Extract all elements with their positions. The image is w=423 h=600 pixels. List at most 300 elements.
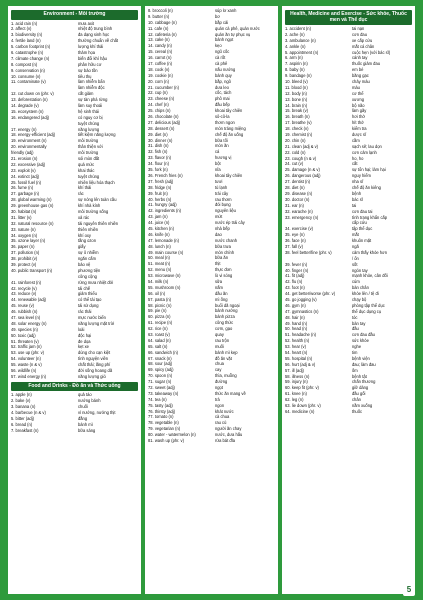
english-term: 43. jam (n) — [148, 214, 168, 220]
vietnamese-meaning: / ổn — [352, 255, 359, 261]
vietnamese-meaning: bắp, ngô — [215, 78, 231, 84]
english-term: 52. health (n) — [285, 338, 310, 344]
vietnamese-meaning: cơ thể — [352, 90, 364, 96]
english-term: 25. chips (n) — [148, 108, 171, 114]
vietnamese-meaning: cắt giảm — [78, 91, 94, 97]
vietnamese-meaning: công thức — [215, 320, 234, 326]
vietnamese-meaning: bệnh — [352, 190, 362, 196]
vocab-row — [11, 374, 138, 380]
vietnamese-meaning: mứt — [215, 214, 223, 220]
vietnamese-meaning: đe dọa — [78, 338, 91, 344]
english-term: 14. degrade (v) — [11, 102, 39, 108]
english-term: 30. doctor (n) — [285, 196, 310, 202]
vietnamese-meaning: bộ não — [352, 102, 365, 108]
vietnamese-meaning: làm nhiễm độc — [78, 85, 105, 91]
english-term: 19. chemist (n) — [285, 132, 313, 138]
english-term: 12. body (n) — [285, 90, 307, 96]
english-term: 7. breakfast (n) — [11, 427, 39, 433]
english-term: 31. litter (v) — [11, 214, 32, 220]
vietnamese-meaning: thuốc giảm đau — [352, 61, 380, 67]
english-term: 26. dangerous (adj) — [285, 173, 321, 179]
vietnamese-meaning: cảm thấy khỏe hơn — [352, 249, 387, 255]
vietnamese-meaning: lò vi sóng — [215, 273, 233, 279]
english-term: 37. pollution (n) — [11, 250, 40, 256]
english-term: 12. cafeteria (n) — [148, 31, 177, 37]
english-term: 4. fertile land (n) — [11, 38, 41, 44]
vietnamese-meaning: cà chua — [215, 414, 230, 420]
english-term: 17. coffee (n) — [148, 61, 173, 67]
english-term: 41. fit (adj) — [285, 273, 305, 279]
vietnamese-meaning: đầu bếp — [215, 102, 230, 108]
english-term: 40. finger (n) — [285, 267, 309, 273]
vietnamese-meaning: thuốc — [352, 408, 363, 414]
vietnamese-meaning: môi trường — [78, 150, 99, 156]
vietnamese-meaning: mì ống — [215, 296, 228, 302]
english-term: 5. bitter (adj) — [11, 415, 34, 421]
english-term: 13. cake (n) — [148, 37, 170, 43]
vietnamese-meaning: thân thiện với — [78, 144, 103, 150]
english-term: 50. head (n) — [285, 326, 308, 332]
english-term: 11. blood (n) — [285, 84, 308, 90]
english-term: 31. dish (n) — [148, 143, 169, 149]
vietnamese-meaning: quả táo — [78, 392, 92, 398]
vietnamese-meaning: sự tàn phá rừng — [78, 97, 108, 103]
vietnamese-meaning: có nguy cơ bị — [78, 114, 103, 120]
vietnamese-meaning: kiểm tra — [352, 126, 367, 132]
vietnamese-meaning: thường chuẩn về chất — [78, 38, 119, 44]
english-term: 7. aspirin (n) — [285, 61, 308, 67]
vietnamese-meaning: chuối — [78, 404, 88, 410]
english-term: 75. tasty (adj) — [148, 402, 173, 408]
english-term: 37. fall (v) — [285, 243, 303, 249]
english-term: 11. cafe (n) — [148, 25, 169, 31]
english-term: 1. accident (n) — [285, 26, 311, 31]
english-term: 33. flavor (n) — [148, 155, 171, 161]
english-term: 30. dinner (n) — [148, 137, 173, 143]
vietnamese-meaning: nguy hiểm — [352, 173, 371, 179]
english-term: 15. ecosystem (n) — [11, 108, 44, 114]
vocab-row — [11, 428, 138, 434]
english-term: 6. bread (n) — [11, 421, 33, 427]
column-3 — [282, 6, 415, 594]
english-term: 9. conservation (n) — [11, 67, 45, 73]
vietnamese-meaning: môi trường — [78, 138, 99, 144]
vietnamese-meaning: chế độ ăn kiêng — [352, 185, 381, 191]
vietnamese-meaning: mực nước biển — [78, 315, 106, 321]
vietnamese-meaning: trà — [215, 396, 220, 402]
english-term: 2. bake (v) — [11, 398, 31, 404]
english-term: 43. reduce (v) — [11, 291, 37, 297]
vietnamese-meaning: nguyên liệu — [215, 208, 236, 214]
english-term: 63. roast (v) — [148, 331, 170, 337]
vietnamese-meaning: tai nạn — [352, 26, 365, 31]
english-term: 20. corn (n) — [148, 78, 169, 84]
english-term: 15. break (v) — [285, 108, 308, 114]
english-term: 37. fresh (adj) — [148, 178, 174, 184]
english-term: 70. spoon (n) — [148, 373, 173, 379]
vietnamese-meaning: tuyệt chủng — [78, 120, 100, 126]
vietnamese-meaning: nhiên liệu hóa thạch — [78, 179, 115, 185]
english-term: 29. greenhouse gas (n) — [11, 203, 54, 209]
english-term: 18. cook (v) — [148, 66, 170, 72]
vietnamese-meaning: bơ — [215, 13, 220, 19]
vietnamese-meaning: dầu ăn — [215, 290, 228, 296]
vietnamese-meaning: lượng khí thải — [78, 44, 104, 50]
english-term: 48. lunch (n) — [148, 243, 171, 249]
english-term: 45. reuse (v) — [11, 303, 34, 309]
vietnamese-meaning: ngũ cốc — [215, 49, 230, 55]
vietnamese-meaning: cuộc hẹn (với bác sĩ) — [352, 49, 391, 55]
english-term: 27. garbage (n) — [11, 191, 39, 197]
vietnamese-meaning: người ăn chay — [215, 426, 242, 432]
vietnamese-meaning: thể dục dụng cụ — [352, 308, 382, 314]
english-term: 25. damage (n & v) — [285, 167, 320, 173]
english-term: 35. eye (n) — [285, 232, 305, 238]
vietnamese-meaning: môi trường sống — [78, 209, 109, 214]
vietnamese-meaning: cấp cứu — [352, 220, 367, 226]
english-term: 46. rubbish (n) — [11, 309, 38, 315]
column-2 — [145, 6, 278, 594]
english-term: 64. salad (n) — [148, 337, 171, 343]
english-term: 55. waste (n & v) — [11, 362, 42, 368]
english-term: 24. extinct (adj) — [11, 173, 39, 179]
english-term: 40. public transport (n) — [11, 267, 52, 273]
english-term: 3. banana (n) — [11, 404, 36, 410]
english-term: 36. French fries (n) — [148, 172, 183, 178]
column-1 — [8, 6, 141, 594]
english-term: 64. medicine (n) — [285, 408, 315, 414]
vietnamese-meaning: bánh mì kẹp — [215, 349, 238, 355]
vietnamese-meaning: bánh quy — [215, 72, 232, 78]
vietnamese-meaning: khí thải — [78, 185, 92, 191]
vietnamese-meaning: phòng tập thể dục — [352, 302, 385, 308]
vietnamese-meaning: nấu nướng — [215, 66, 236, 72]
vietnamese-meaning: thìa, muỗng — [215, 373, 237, 379]
vietnamese-meaning: sói mòn đất — [78, 155, 100, 161]
english-term: 50. toxic (adj) — [11, 332, 36, 338]
english-term: 53. microwave (n) — [148, 273, 181, 279]
english-term: 13. deforestation (n) — [11, 97, 48, 103]
vietnamese-meaning: tiết kiệm năng lượng — [78, 132, 116, 138]
english-term: 52. menu (n) — [148, 267, 172, 273]
english-term: 3. biodiversity (n) — [11, 32, 43, 38]
vietnamese-meaning: rau thơm — [215, 196, 232, 202]
vietnamese-meaning: bàn chân — [352, 285, 369, 291]
english-term: 50. meal (n) — [148, 255, 170, 261]
english-term: 41. rainforest (n) — [11, 279, 42, 285]
vietnamese-meaning: cơn đau — [352, 31, 367, 37]
english-term: 59. pie (n) — [148, 308, 167, 314]
vietnamese-meaning: cà phê — [215, 61, 228, 67]
english-term: 25. fossil fuel (n) — [11, 179, 42, 185]
vietnamese-meaning: rau củ — [215, 420, 227, 426]
english-term: 8. baby (n) — [285, 67, 305, 73]
english-term: 23. cheese (n) — [148, 96, 175, 102]
vietnamese-meaning: tiêu thụ — [78, 73, 92, 79]
vietnamese-meaning: làm nhiễm bẩn — [78, 79, 105, 85]
vietnamese-meaning: tuyệt chủng — [78, 173, 100, 179]
english-term: 14. brain (n) — [285, 102, 308, 108]
english-term: 58. picnic (n) — [148, 302, 172, 308]
english-term: 18. energy-efficient (adj) — [11, 132, 56, 138]
vietnamese-meaning: rửa bát đĩa — [215, 438, 236, 444]
vietnamese-meaning: bệnh viện — [352, 355, 370, 361]
vietnamese-meaning: tai — [352, 202, 357, 208]
vietnamese-meaning: đầu — [352, 326, 359, 332]
vietnamese-meaning: cơn cảm lạnh — [352, 149, 377, 155]
vietnamese-meaning: phương tiện — [78, 267, 101, 273]
vietnamese-meaning: bánh pizza — [215, 314, 235, 320]
english-term: 39. fruit (n) — [148, 190, 168, 196]
food-word-list-continued — [148, 8, 275, 444]
english-term: 8. broccoli (n) — [148, 8, 173, 13]
english-term: 28. global warming (n) — [11, 197, 52, 203]
vietnamese-meaning: bánh nướng — [215, 308, 238, 314]
english-term: 2. ache (n) — [285, 31, 305, 37]
vietnamese-meaning: thực đơn — [215, 267, 232, 273]
vietnamese-meaning: bữa tối — [215, 137, 228, 143]
english-term: 81. wash up (phr. v) — [148, 438, 184, 444]
english-term: 17. breathe (v) — [285, 120, 312, 126]
vietnamese-meaning: tầng ozon — [78, 238, 96, 244]
vietnamese-meaning: cà rốt — [215, 55, 226, 61]
english-term: 54. volunteer (n) — [11, 356, 41, 362]
english-term: 23. cough (n & v) — [285, 155, 317, 161]
english-term: 44. get better/worse (phr. v) — [285, 291, 336, 297]
english-term: 34. oxygen (n) — [11, 232, 38, 238]
vietnamese-meaning: tóc — [352, 314, 358, 320]
english-term: 76. thirsty (adj) — [148, 408, 176, 414]
english-term: 59. injury (n) — [285, 379, 308, 385]
vietnamese-meaning: độc hại — [78, 332, 92, 338]
english-term: 46. gym (n) — [285, 302, 306, 308]
vietnamese-meaning: bàn tay — [352, 320, 366, 326]
english-term: 77. tomato (n) — [148, 414, 174, 420]
vietnamese-meaning: giảm thiểu — [78, 291, 97, 297]
vietnamese-meaning: đắng — [78, 415, 88, 421]
vietnamese-meaning: nước ép trái cây — [215, 220, 245, 226]
vietnamese-meaning: cơm, gạo — [215, 326, 233, 332]
vietnamese-meaning: đường — [215, 379, 228, 385]
vietnamese-meaning: khỏe lên / tệ đi — [352, 291, 379, 297]
english-term: 5. appointment (n) — [285, 49, 319, 55]
english-term: 15. cereal (n) — [148, 49, 173, 55]
vietnamese-meaning: công cộng — [78, 273, 97, 279]
english-term: 40. herbs (n) — [148, 196, 172, 202]
vietnamese-meaning: tim — [352, 349, 358, 355]
vietnamese-meaning: băng gạc — [352, 73, 369, 79]
vietnamese-meaning: chấn thương — [352, 379, 376, 385]
english-term: 32. earache (n) — [285, 208, 313, 214]
english-term: 24. cut (v) — [285, 161, 304, 167]
english-term: 62. rice (n) — [148, 326, 168, 332]
vietnamese-meaning: bảo vệ — [78, 262, 91, 268]
vietnamese-meaning: ho, ho — [352, 155, 364, 161]
vietnamese-meaning: mạnh khỏe, cân đối — [352, 273, 388, 279]
vietnamese-meaning: thiên nhiên — [78, 226, 99, 232]
vietnamese-meaning: dưa leo — [215, 84, 229, 90]
english-term: 2. affect (v) — [11, 26, 32, 32]
english-term: 18. check (v) — [285, 126, 309, 132]
vietnamese-meaning: bệnh tật — [352, 373, 367, 379]
vietnamese-meaning: nhiệt độ trung bình — [78, 26, 113, 32]
vietnamese-meaning: dao — [215, 231, 222, 237]
english-term: 32. natural resource (n) — [11, 220, 54, 226]
vietnamese-meaning: dùng cho cạn kiệt — [78, 350, 111, 356]
vietnamese-meaning: sự nóng lên toàn cầu — [78, 197, 117, 203]
english-term: 56. oil (n) — [148, 290, 166, 296]
section-heading-food-drinks: Food and Drinks - Đồ ăn và Thức uống — [11, 382, 138, 392]
english-term: 28. dessert (n) — [148, 125, 175, 131]
vietnamese-meaning: nha sĩ — [352, 179, 364, 185]
english-term: 69. spicy (adj) — [148, 367, 174, 373]
english-term: 57. pasta (n) — [148, 296, 171, 302]
vietnamese-meaning: đồ ăn vặt — [215, 355, 232, 361]
english-term: 36. face (n) — [285, 238, 306, 244]
english-term: 58. illness (n) — [285, 373, 310, 379]
vietnamese-meaning: ngọt — [215, 385, 223, 390]
english-term: 61. knee (n) — [285, 391, 307, 397]
vietnamese-meaning: kẹo — [215, 43, 222, 49]
vietnamese-meaning: hơi thở — [352, 114, 366, 120]
english-term: 57. wind energy (n) — [11, 373, 47, 379]
vocab-row — [285, 409, 412, 415]
vietnamese-meaning: sự ô nhiễm — [78, 250, 99, 256]
english-term: 39. protect (v) — [11, 262, 37, 268]
vietnamese-meaning: rừng mưa nhiệt đới — [78, 279, 114, 285]
vietnamese-meaning: nĩa — [215, 167, 221, 173]
english-term: 66. sandwich (n) — [148, 349, 179, 355]
english-term: 27. dentist (n) — [285, 179, 311, 185]
vietnamese-meaning: khí nhà kính — [78, 203, 101, 209]
vietnamese-meaning: bữa trưa — [215, 243, 231, 249]
vietnamese-meaning: giữ dáng — [352, 385, 369, 391]
english-term: 48. hair (n) — [285, 314, 305, 320]
vietnamese-meaning: tài nguyên thiên nhiên — [78, 220, 119, 226]
english-term: 55. mushroom (n) — [148, 284, 181, 290]
english-term: 39. fever (n) — [285, 261, 308, 267]
english-term: 16. breath (n) — [285, 114, 310, 120]
english-term: 49. species (n) — [11, 326, 38, 332]
vietnamese-meaning: cánh tay — [352, 55, 368, 61]
english-term: 57. ill (adj) — [285, 367, 304, 373]
english-term: 71. sugar (n) — [148, 379, 172, 385]
vietnamese-meaning: nướng bánh — [78, 398, 101, 404]
environment-word-list — [11, 21, 138, 380]
vietnamese-meaning: nằm xuống — [352, 403, 373, 408]
section-heading-environment: Environment - Môi trường — [11, 10, 138, 20]
vietnamese-meaning: mắt cá chân — [352, 43, 375, 49]
english-term: 6. catastrophe (n) — [11, 49, 44, 55]
english-term: 53. hear (v) — [285, 344, 306, 350]
vietnamese-meaning: quán ăn tự phục vụ — [215, 31, 251, 37]
english-term: 62. leg (n) — [285, 397, 304, 403]
vietnamese-meaning: món ăn — [215, 143, 229, 149]
english-term: 54. heart (n) — [285, 349, 308, 355]
english-term: 38. prohibit (v) — [11, 256, 38, 262]
vietnamese-meaning: xả rác — [78, 214, 90, 220]
english-term: 72. sweet (adj) — [148, 385, 175, 390]
english-term: 29. diet (n) — [148, 131, 168, 137]
english-term: friendly (adj) — [11, 150, 34, 156]
vietnamese-meaning: cá — [215, 149, 220, 155]
english-term: 16. carrot (n) — [148, 55, 172, 61]
english-term: 33. emergency (n) — [285, 214, 319, 220]
vietnamese-meaning: ốm — [352, 367, 358, 373]
vietnamese-meaning: quay — [215, 331, 224, 337]
vietnamese-meaning: đời sống hoang dã — [78, 368, 113, 374]
vietnamese-meaning: cốc, tách — [215, 90, 232, 96]
vietnamese-meaning: khát nước — [215, 408, 234, 414]
english-term: 43. foot (n) — [285, 285, 305, 291]
english-term: 60. pizza (n) — [148, 314, 171, 320]
vietnamese-meaning: đói bụng — [215, 202, 231, 208]
english-term: 38. feel better/fine (phr. v) — [285, 249, 332, 255]
english-term: 31. ear (n) — [285, 202, 304, 208]
english-term: 19. cookie (n) — [148, 72, 173, 78]
vietnamese-meaning: giấy — [78, 244, 86, 250]
vietnamese-meaning: bánh ngọt — [215, 37, 234, 43]
english-term: 49. hand (n) — [285, 320, 308, 326]
english-term: 13. bone (n) — [285, 96, 308, 102]
vietnamese-meaning: xe cấp cứu — [352, 37, 373, 43]
english-term: 41. hungry (adj) — [148, 202, 177, 208]
english-term: 54. milk (n) — [148, 278, 169, 284]
vietnamese-meaning: khí oxy — [78, 232, 91, 238]
vietnamese-meaning: hương vị — [215, 155, 232, 161]
english-term: 56. wildlife (n) — [11, 368, 37, 374]
vietnamese-meaning: trái cây — [215, 190, 229, 196]
vietnamese-meaning: có thể tái tạo — [78, 297, 102, 303]
english-term: 47. lemonade (n) — [148, 237, 179, 243]
english-term: 9. bandage (n) — [285, 73, 312, 79]
vietnamese-meaning: nhà bếp — [215, 225, 230, 231]
english-term: 12. cut down on (phr. v) — [11, 91, 54, 97]
english-term: 23. exploit (v) — [11, 167, 36, 173]
english-term: 10. bleed (v) — [285, 79, 308, 85]
vietnamese-meaning: bác sĩ — [352, 196, 363, 202]
vietnamese-meaning: chân — [352, 397, 361, 403]
english-term: 51. headache (n) — [285, 332, 316, 338]
english-term: 28. diet (n) — [285, 185, 305, 191]
english-term: 51. threaten (v) — [11, 338, 39, 344]
english-term: 60. keep fit (phr. v) — [285, 385, 319, 391]
english-term: 7. climate change (n) — [11, 55, 50, 61]
vietnamese-meaning: em bé — [352, 67, 364, 73]
vietnamese-meaning: hệ sinh thái — [78, 108, 99, 114]
vietnamese-meaning: rác thải — [78, 309, 92, 315]
english-term: 48. solar energy (n) — [11, 320, 47, 326]
english-term: 34. flour (n) — [148, 161, 169, 167]
english-term: 22. excessive (adj) — [11, 161, 46, 167]
english-term: 74. tea (n) — [148, 396, 167, 402]
vietnamese-meaning: khoai tây chiên — [215, 172, 243, 178]
english-term: 22. cold (n) — [285, 149, 306, 155]
vietnamese-meaning: sự bảo tồn — [78, 67, 98, 73]
vietnamese-meaning: chua — [215, 361, 224, 367]
english-term: 21. erosion (n) — [11, 155, 38, 161]
english-term: 6. arm (n) — [285, 55, 303, 61]
vietnamese-meaning: thơm ngon — [215, 119, 235, 125]
vietnamese-meaning: buổi dã ngoại — [215, 302, 240, 308]
english-term: 46. knife (n) — [148, 231, 170, 237]
vietnamese-meaning: nghe — [352, 344, 362, 350]
vietnamese-meaning: bắp cải — [215, 19, 229, 25]
vietnamese-meaning: cằm — [352, 137, 360, 143]
vietnamese-meaning: phô mai — [215, 96, 230, 102]
vietnamese-meaning: sô-cô-la — [215, 114, 230, 120]
vietnamese-meaning: cơn đau tai — [352, 208, 373, 214]
